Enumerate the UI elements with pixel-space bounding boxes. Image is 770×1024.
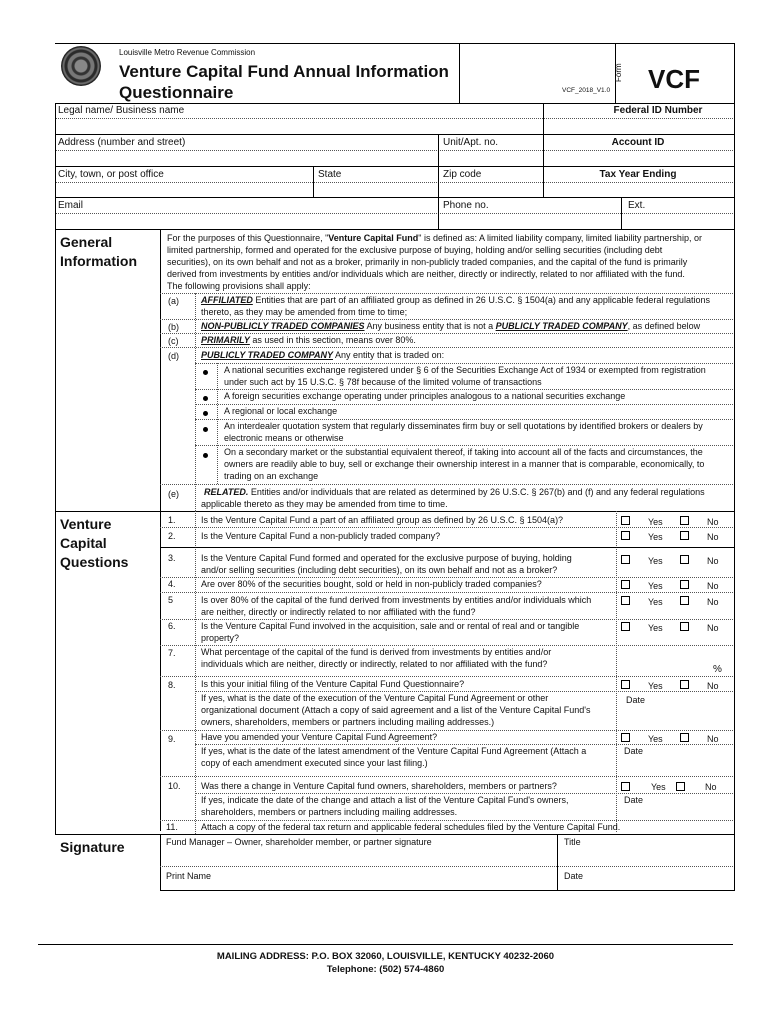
q10-no-label: No xyxy=(705,782,717,792)
bullet-1-line1: A national securities exchange registered under § 6 of the Securities Exchange Act of 1934 or exempted from registration xyxy=(224,365,706,375)
q8-sub-line3: owners, shareholders, members or partners including mailing addresses.) xyxy=(201,717,495,727)
q2-no-label: No xyxy=(707,532,719,542)
mailing-address: MAILING ADDRESS: P.O. BOX 32060, LOUISVILLE, KENTUCKY 40232-2060 xyxy=(216,951,555,962)
intro-line5: The following provisions shall apply: xyxy=(167,281,311,291)
provision-d-line: PUBLICLY TRADED COMPANY Any entity that is traded on: xyxy=(201,350,445,360)
bullet-1-line2: under such act by 15 U.S.C. § 78f because of the limited volume of transactions xyxy=(224,377,542,387)
bullet-5-icon xyxy=(203,453,208,458)
q2-yes-checkbox[interactable] xyxy=(621,531,630,540)
q5-no-checkbox[interactable] xyxy=(680,596,689,605)
q4-text: Are over 80% of the securities bought, sold or held in non-publicly traded companies? xyxy=(201,579,542,589)
q10-no-checkbox[interactable] xyxy=(676,782,685,791)
q7-number: 7. xyxy=(168,648,176,658)
q9-yes-label: Yes xyxy=(648,734,663,744)
q10-yes-checkbox[interactable] xyxy=(621,782,630,791)
q5-text-line1: Is over 80% of the capital of the fund derived from investments by entities and/or individuals which xyxy=(201,595,592,605)
provision-e-label: (e) xyxy=(168,489,179,499)
q9-date-field[interactable] xyxy=(620,758,733,774)
q8-date-field[interactable] xyxy=(620,707,733,729)
title-label: Title xyxy=(564,837,581,847)
q5-no-label: No xyxy=(707,597,719,607)
bullet-4-line1: An interdealer quotation system that regularly disseminates firm buy or sell quotations by identified brokers or dealers by xyxy=(224,421,703,431)
city-seal-icon xyxy=(61,46,101,86)
form-title-line2: Questionnaire xyxy=(119,83,234,102)
q2-text: Is the Venture Capital Fund a non-publicly traded company? xyxy=(201,531,441,541)
address-field[interactable] xyxy=(55,151,438,166)
state-field[interactable] xyxy=(315,183,438,198)
bullet-1-icon xyxy=(203,370,208,375)
provision-c-label: (c) xyxy=(168,336,179,346)
q1-no-label: No xyxy=(707,517,719,527)
fund-manager-label: Fund Manager – Owner, shareholder member, or partner signature xyxy=(166,837,432,847)
q3-text-line1: Is the Venture Capital Fund formed and operated for the exclusive purpose of buying, holding xyxy=(201,553,572,563)
q10-number: 10. xyxy=(168,781,181,791)
federal-id-label: Federal ID Number xyxy=(613,105,703,116)
bullet-5-line3: trading on an exchange xyxy=(224,471,319,481)
q9-sub-line2: copy of each amendment executed since your last filing.) xyxy=(201,758,428,768)
print-name-label: Print Name xyxy=(166,871,212,881)
legal-name-label: Legal name/ Business name xyxy=(58,105,185,116)
bullet-4-line2: electronic means or otherwise xyxy=(224,433,344,443)
q2-no-checkbox[interactable] xyxy=(680,531,689,540)
email-field[interactable] xyxy=(55,214,438,229)
q5-yes-checkbox[interactable] xyxy=(621,596,630,605)
ext-label: Ext. xyxy=(628,200,646,211)
q5-text-line2: are neither, directly or indirectly related to nor affiliated with the fund? xyxy=(201,607,476,617)
q1-number: 1. xyxy=(168,515,176,525)
ext-field[interactable] xyxy=(623,214,734,229)
q1-text: Is the Venture Capital Fund a part of an affiliated group as defined by 26 U.S.C. § 1504(a)? xyxy=(201,515,564,525)
q3-no-checkbox[interactable] xyxy=(680,555,689,564)
intro-line2: limited partnership, formed and operated for the exclusive purpose of buying, holding and/or selling securities (including debt xyxy=(167,245,663,255)
q7-text-line2: individuals which are neither, directly or indirectly, related to nor affiliated with the fund? xyxy=(201,659,548,669)
q10-sub-line1: If yes, indicate the date of the change and attach a list of the Venture Capital Fund's owners, xyxy=(201,795,569,805)
form-code: VCF_2018_V1.0 xyxy=(562,87,611,94)
footer-rule xyxy=(38,944,733,945)
unit-field[interactable] xyxy=(440,151,543,166)
telephone: Telephone: (502) 574-4860 xyxy=(326,964,445,975)
q8-text: Is this your initial filing of the Venture Capital Fund Questionnaire? xyxy=(201,679,465,689)
provision-c-line: PRIMARILY as used in this section, means over 80%. xyxy=(201,335,416,345)
q3-yes-label: Yes xyxy=(648,556,663,566)
q6-number: 6. xyxy=(168,621,176,631)
email-label: Email xyxy=(58,200,84,211)
bullet-2-line1: A foreign securities exchange operating under principles analogous to a national securities exchange xyxy=(224,391,626,401)
q7-percent-sign: % xyxy=(713,664,722,675)
phone-field[interactable] xyxy=(440,214,620,229)
intro-line4: derived from investments by entities and/or individuals which are neither, directly or indirectly, related to nor affiliated with the fund. xyxy=(167,269,685,279)
q3-no-label: No xyxy=(707,556,719,566)
q11-text: Attach a copy of the federal tax return and applicable federal schedules filed by the Venture Capital Fund. xyxy=(201,822,621,832)
q3-text-line2: and/or selling securities (including debt securities), on its own behalf and not as a broker? xyxy=(201,565,558,575)
zip-field[interactable] xyxy=(440,183,543,198)
state-label: State xyxy=(318,169,342,180)
q7-percentage-field[interactable] xyxy=(618,660,712,674)
q4-no-label: No xyxy=(707,581,719,591)
q6-text-line1: Is the Venture Capital Fund involved in the acquisition, sale and or rental of real and or tangible xyxy=(201,621,580,631)
intro-line1: For the purposes of this Questionnaire, "Venture Capital Fund" is defined as: A limited liability company, limited liability partnership, or xyxy=(167,233,702,243)
q8-yes-label: Yes xyxy=(648,681,663,691)
q5-number: 5 xyxy=(168,595,174,605)
q8-no-label: No xyxy=(707,681,719,691)
q2-yes-label: Yes xyxy=(648,532,663,542)
q9-number: 9. xyxy=(168,734,176,744)
signature-field[interactable] xyxy=(162,849,555,866)
q8-sub-line2: organizational document (Attach a copy of said agreement and a list of the Venture Capital Fund's xyxy=(201,705,591,715)
bullet-3-line1: A regional or local exchange xyxy=(224,406,338,416)
q3-yes-checkbox[interactable] xyxy=(621,555,630,564)
bullet-3-icon xyxy=(203,411,208,416)
unit-label: Unit/Apt. no. xyxy=(443,137,499,148)
q3-number: 3. xyxy=(168,553,176,563)
q8-sub-line1: If yes, what is the date of the execution of the Venture Capital Fund Agreement or other xyxy=(201,693,549,703)
form-title-line1: Venture Capital Fund Annual Information xyxy=(119,62,449,81)
q8-no-checkbox[interactable] xyxy=(680,680,689,689)
q9-sub-line1: If yes, what is the date of the latest amendment of the Venture Capital Fund Agreement (Attach a xyxy=(201,746,587,756)
provision-d-label: (d) xyxy=(168,351,179,361)
federal-id-field[interactable] xyxy=(544,119,734,134)
q6-yes-label: Yes xyxy=(648,623,663,633)
provision-a-label: (a) xyxy=(168,296,179,306)
q6-yes-checkbox[interactable] xyxy=(621,622,630,631)
q4-no-checkbox[interactable] xyxy=(680,580,689,589)
header-top-border xyxy=(55,43,735,44)
q9-yes-checkbox[interactable] xyxy=(621,733,630,742)
q8-date-label: Date xyxy=(626,695,646,705)
signature-title: Signature xyxy=(60,839,125,855)
q9-no-label: No xyxy=(707,734,719,744)
q10-yes-label: Yes xyxy=(651,782,666,792)
q10-date-label: Date xyxy=(624,795,644,805)
title-field[interactable] xyxy=(559,849,734,866)
date-label: Date xyxy=(564,871,584,881)
address-label: Address (number and street) xyxy=(58,137,186,148)
q4-number: 4. xyxy=(168,579,176,589)
q1-no-checkbox[interactable] xyxy=(680,516,689,525)
zip-label: Zip code xyxy=(443,169,482,180)
q4-yes-label: Yes xyxy=(648,581,663,591)
q1-yes-checkbox[interactable] xyxy=(621,516,630,525)
q6-no-label: No xyxy=(707,623,719,633)
questions-title-1: Venture xyxy=(60,516,112,532)
legal-name-field[interactable] xyxy=(55,119,543,134)
questions-title-3: Questions xyxy=(60,554,129,570)
form-label: Form xyxy=(614,63,623,82)
provision-a-line1: AFFILIATED Entities that are part of an affiliated group as defined in 26 U.S.C. § 1504(a) and any applicable federal regulations xyxy=(201,295,710,305)
q9-no-checkbox[interactable] xyxy=(680,733,689,742)
bullet-5-line1: On a secondary market or the substantial equivalent thereof, if taking into account all of the facts and circumstances, the xyxy=(224,447,703,457)
bullet-4-icon xyxy=(203,427,208,432)
bullet-5-line2: owners are readily able to buy, sell or exchange their ownership interest in a manner that is comparable, economically, to xyxy=(224,459,705,469)
q1-yes-label: Yes xyxy=(648,517,663,527)
tax-year-label: Tax Year Ending xyxy=(599,169,677,180)
form-name: VCF xyxy=(648,64,700,94)
print-name-field[interactable] xyxy=(162,880,555,890)
bullet-2-icon xyxy=(203,396,208,401)
q9-text: Have you amended your Venture Capital Fund Agreement? xyxy=(201,732,438,742)
city-label: City, town, or post office xyxy=(58,169,164,180)
provision-e-line2: applicable thereto as they may be amended from time to time. xyxy=(201,499,448,509)
q8-number: 8. xyxy=(168,680,176,690)
q4-yes-checkbox[interactable] xyxy=(621,580,630,589)
signature-date-field[interactable] xyxy=(559,880,734,890)
header-divider-left xyxy=(459,43,460,103)
q10-date-field[interactable] xyxy=(620,806,733,820)
phone-label: Phone no. xyxy=(443,200,489,211)
account-id-field[interactable] xyxy=(544,151,734,166)
provision-b-label: (b) xyxy=(168,322,179,332)
agency-name: Louisville Metro Revenue Commission xyxy=(119,48,256,57)
general-title-2: Information xyxy=(60,253,137,269)
q6-text-line2: property? xyxy=(201,633,240,643)
q9-date-label: Date xyxy=(624,746,644,756)
q10-text: Was there a change in Venture Capital fund owners, shareholders, members or partners? xyxy=(201,781,557,791)
intro-line3: securities), on its own behalf and not as a broker, primarily in non-publicly traded companies, and the capital of the fund is primarily xyxy=(167,257,688,267)
provision-e-line1: RELATED. Entities and/or individuals that are related as determined by 26 U.S.C. § 267(b) and (f) and any federal regulations xyxy=(204,487,705,497)
q8-yes-checkbox[interactable] xyxy=(621,680,630,689)
q2-number: 2. xyxy=(168,531,176,541)
q6-no-checkbox[interactable] xyxy=(680,622,689,631)
questions-title-2: Capital xyxy=(60,535,107,551)
provision-b-line: NON-PUBLICLY TRADED COMPANIES Any business entity that is not a PUBLICLY TRADED COMPANY, as defined below xyxy=(201,321,701,331)
q10-sub-line2: shareholders, members or partners including mailing addresses. xyxy=(201,807,458,817)
q7-text-line1: What percentage of the capital of the fund is derived from investments by entities and/or xyxy=(201,647,552,657)
q11-number: 11. xyxy=(166,822,178,832)
city-field[interactable] xyxy=(55,183,313,198)
provision-a-line2: thereto, as they may be amended from time to time; xyxy=(201,307,408,317)
tax-year-field[interactable] xyxy=(544,183,734,198)
account-id-label: Account ID xyxy=(611,137,665,148)
q5-yes-label: Yes xyxy=(648,597,663,607)
general-title-1: General xyxy=(60,234,113,250)
